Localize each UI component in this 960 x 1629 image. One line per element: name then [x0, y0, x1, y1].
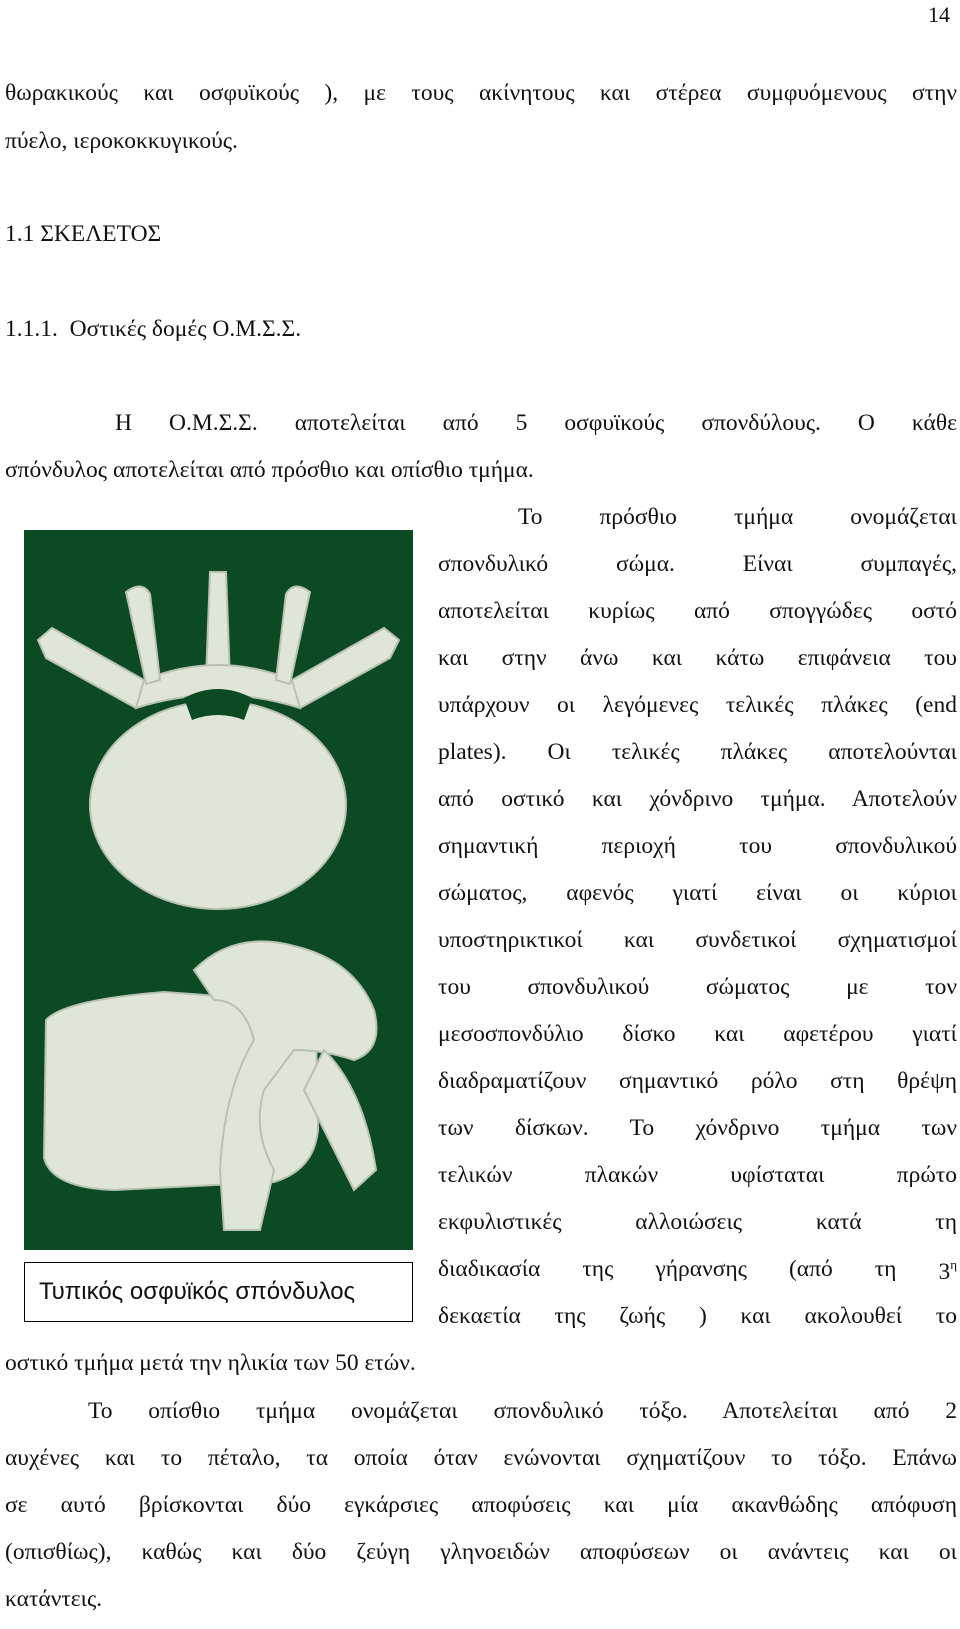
vertebra-illustration: [24, 530, 413, 1250]
subsection-heading: 1.1.1. Οστικές δομές Ο.Μ.Σ.Σ.: [5, 316, 302, 342]
column-line: υποστηρικτικοί και συνδετικοί σχηματισμοί: [438, 927, 957, 953]
column-word: τη: [874, 1256, 897, 1282]
column-line: σώματος, αφενός γιατί είναι οι κύριοι: [438, 880, 957, 906]
column-line: εκφυλιστικές αλλοιώσεις κατά τη: [438, 1209, 957, 1235]
column-line: μεσοσπονδύλιο δίσκο και αφετέρου γιατί: [438, 1021, 957, 1047]
column-line: τελικών πλακών υφίσταται πρώτο: [438, 1162, 957, 1188]
intro-line: θωρακικούς και οσφυϊκούς ), με τους ακίνητους και στέρεα συμφυόμενους στην: [5, 80, 957, 106]
paragraph-line: κατάντεις.: [5, 1586, 103, 1612]
paragraph-line: σε αυτό βρίσκονται δύο εγκάρσιες αποφύσεις και μία ακανθώδης απόφυση: [5, 1492, 957, 1518]
column-word: (από: [788, 1256, 833, 1282]
paragraph-line: σπόνδυλος αποτελείται από πρόσθιο και οπίσθιο τμήμα.: [5, 457, 534, 483]
column-line: αποτελείται κυρίως από σπογγώδες οστό: [438, 598, 957, 624]
intro-line: πύελο, ιεροκοκκυγικούς.: [5, 128, 238, 154]
figure-caption: Τυπικός οσφυϊκός σπόνδυλος: [24, 1262, 413, 1322]
column-line: του σπονδυλικού σώματος με τον: [438, 974, 957, 1000]
column-line: plates). Οι τελικές πλάκες αποτελούνται: [438, 739, 957, 765]
superscript: η: [950, 1257, 957, 1272]
vertebra-photo: [24, 530, 413, 1250]
column-line: και στην άνω και κάτω επιφάνεια του: [438, 645, 957, 671]
column-word: $3^\eta$: [938, 1257, 957, 1285]
column-line: σπονδυλικό σώμα. Είναι συμπαγές,: [438, 551, 957, 577]
paragraph-line: Το οπίσθιο τμήμα ονομάζεται σπονδυλικό τόξο. Αποτελείται από 2: [88, 1398, 957, 1424]
column-line: από οστικό και χόνδρινο τμήμα. Αποτελούν: [438, 786, 957, 812]
column-end-line: οστικό τμήμα μετά την ηλικία των 50 ετών.: [5, 1350, 416, 1376]
section-heading: 1.1 ΣΚΕΛΕΤΟΣ: [5, 221, 162, 247]
column-line: δεκαετία της ζωής ) και ακολουθεί το: [438, 1303, 957, 1329]
column-line: διαδραματίζουν σημαντικό ρόλο στη θρέψη: [438, 1068, 957, 1094]
paragraph-line: αυχένες και το πέταλο, τα οποία όταν ενώνονται σχηματίζουν το τόξο. Επάνω: [5, 1445, 957, 1471]
column-line: [438, 1258, 957, 1285]
column-line: υπάρχουν οι λεγόμενες τελικές πλάκες (end: [438, 692, 957, 718]
column-word: γήρανσης: [655, 1256, 747, 1282]
vertebral-body-top-view: [90, 701, 346, 909]
paragraph-line: (οπισθίως), καθώς και δύο ζεύγη γληνοειδών αποφύσεων οι ανάντεις και οι: [5, 1539, 957, 1565]
column-word: διαδικασία: [438, 1256, 541, 1282]
column-line: Το πρόσθιο τμήμα ονομάζεται: [518, 504, 957, 530]
spinous-process: [206, 572, 230, 680]
column-word: της: [582, 1256, 614, 1282]
paragraph-line: Η Ο.Μ.Σ.Σ. αποτελείται από 5 οσφυϊκούς σπονδύλους. Ο κάθε: [115, 410, 957, 436]
page-number: 14: [928, 2, 950, 27]
column-line: των δίσκων. Το χόνδρινο τμήμα των: [438, 1115, 957, 1141]
column-line: σημαντική περιοχή του σπονδυλικού: [438, 833, 957, 859]
